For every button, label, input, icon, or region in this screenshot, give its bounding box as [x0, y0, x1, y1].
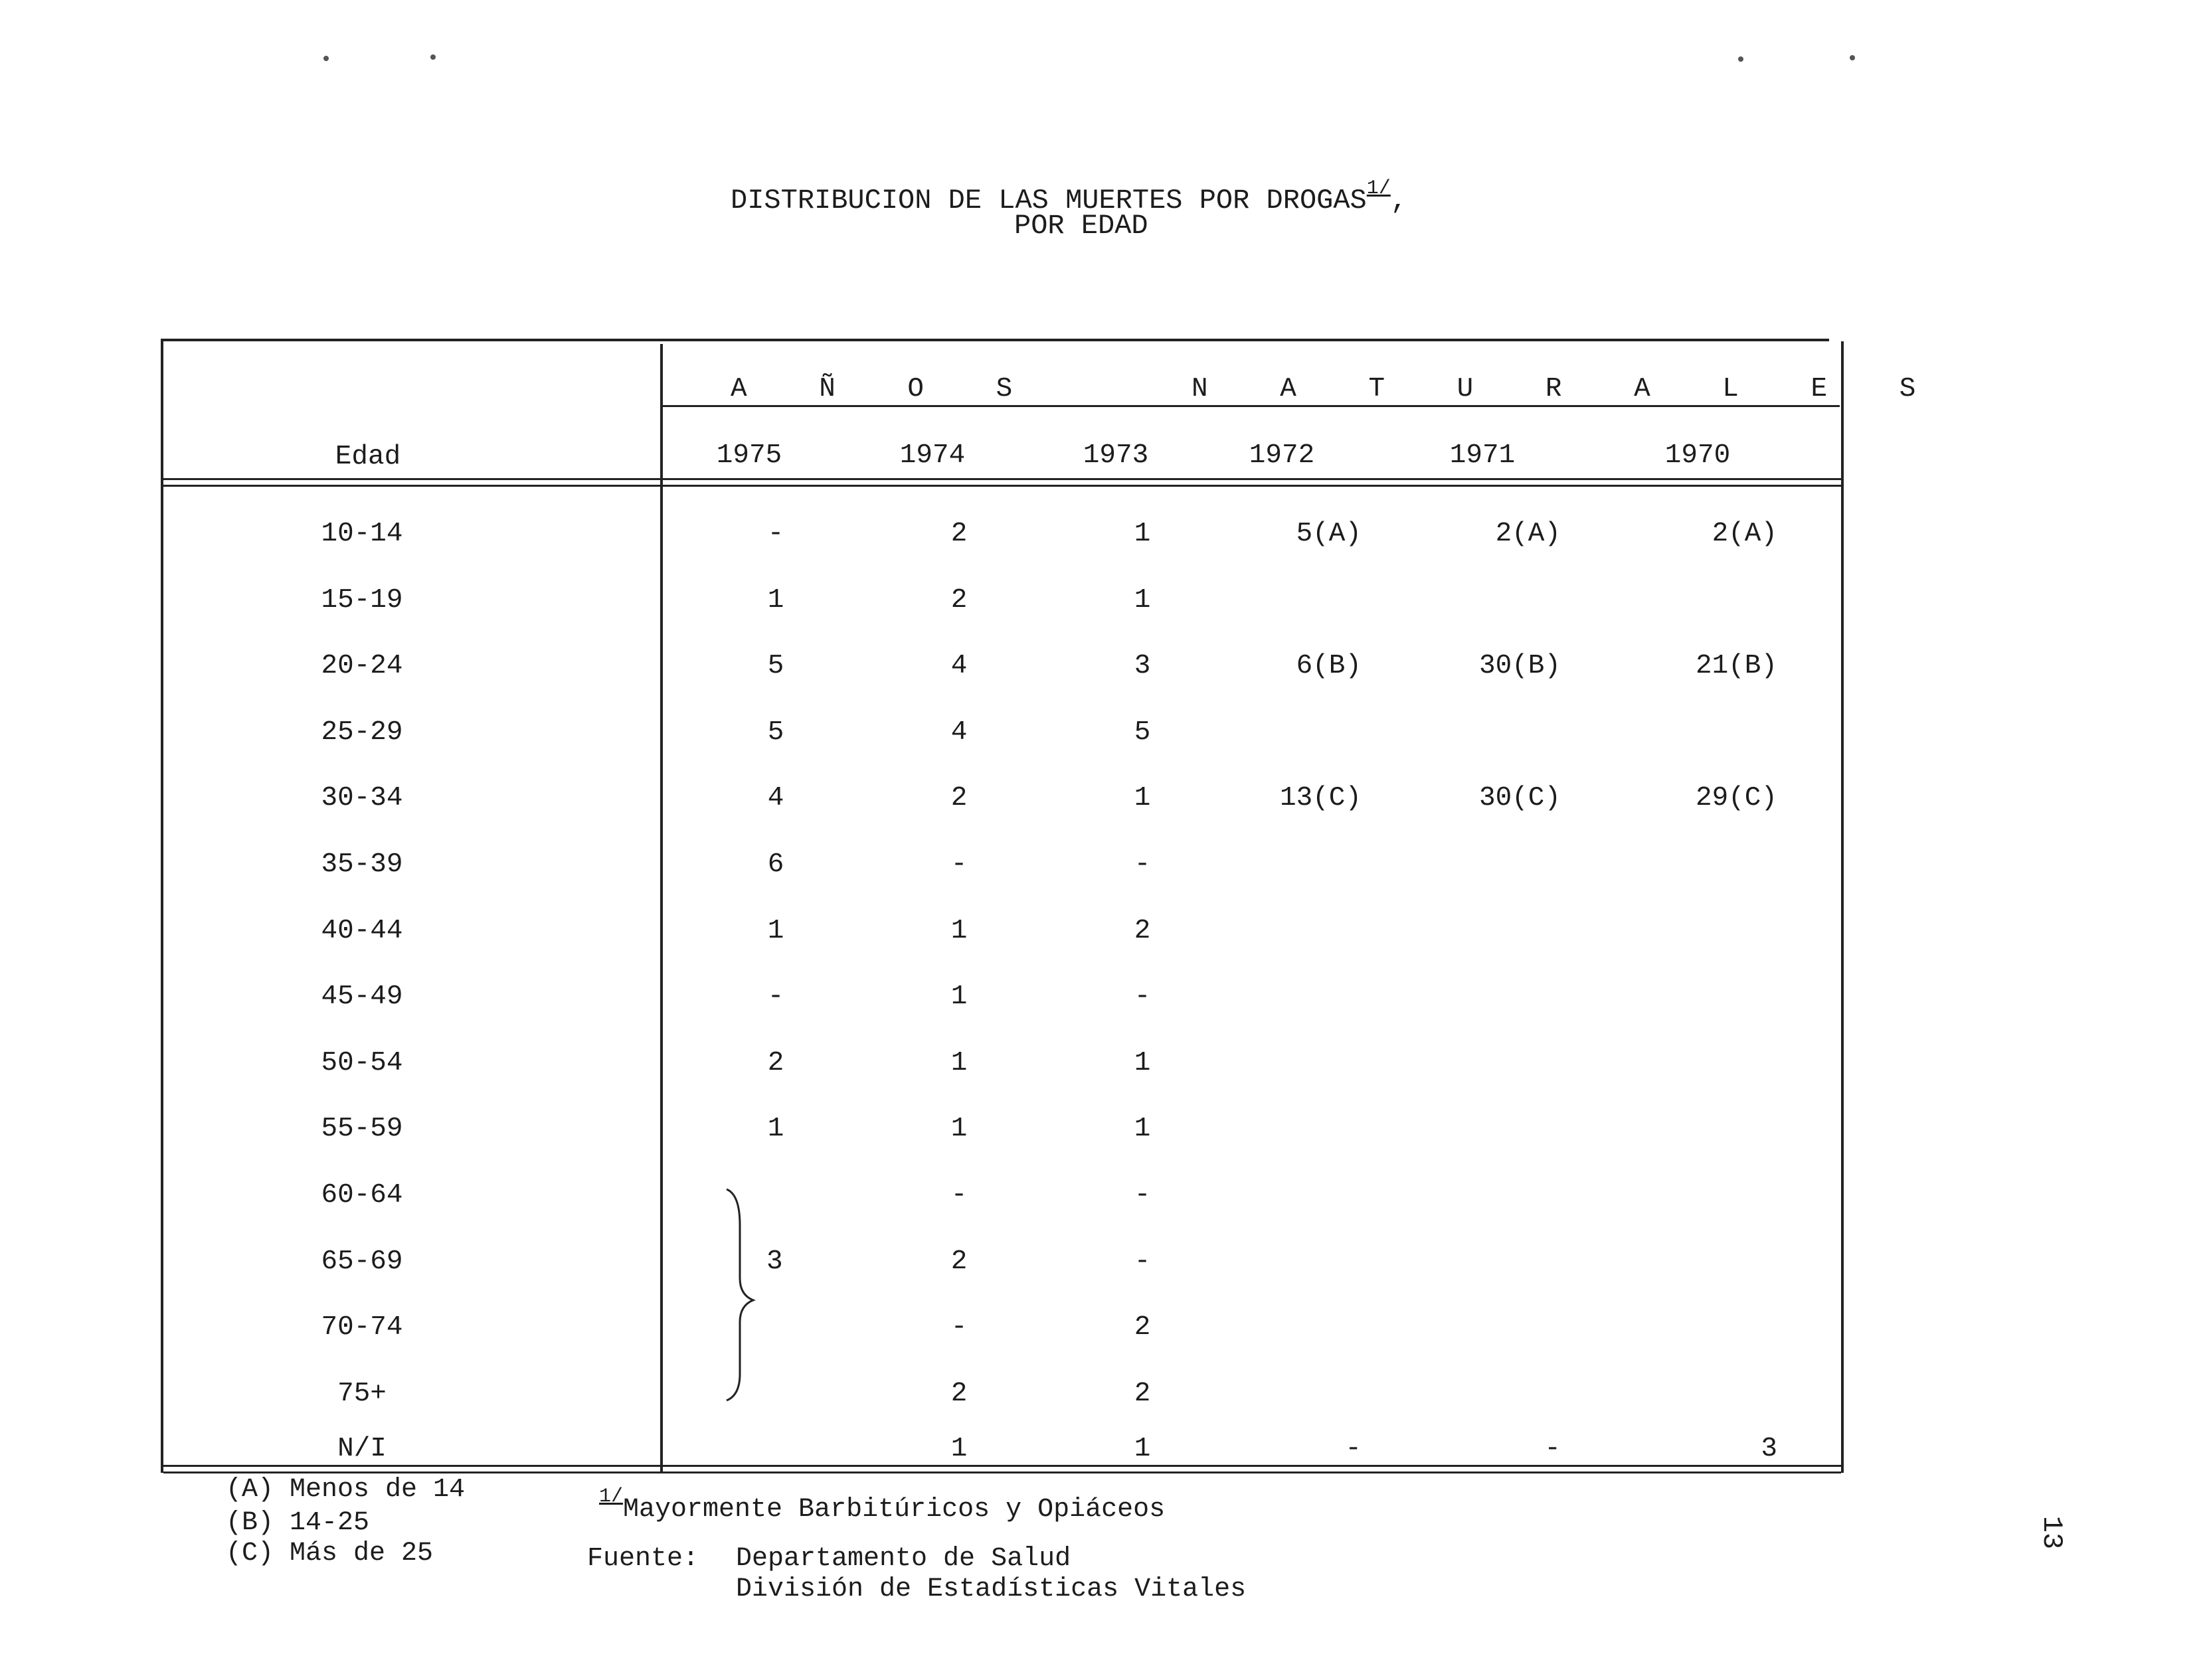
age-cell: 20-24: [321, 651, 403, 681]
source-line1: Departamento de Salud: [736, 1544, 1071, 1574]
value-cell-1970: 3: [1761, 1434, 1777, 1464]
value-cell-1974: 1: [950, 1048, 968, 1078]
value-cell-1973: -: [1134, 1246, 1151, 1277]
value-cell-1971: -: [1544, 1434, 1561, 1464]
age-cell: 45-49: [321, 981, 403, 1012]
value-cell-1974: 4: [950, 717, 968, 748]
value-cell-1972: 13(C): [1279, 783, 1362, 813]
age-cell: 25-29: [321, 717, 403, 748]
age-cell: 50-54: [321, 1048, 403, 1078]
title-line1: DISTRIBUCION DE LAS MUERTES POR DROGAS: [731, 185, 1367, 216]
table-top-border: [162, 339, 1829, 341]
value-cell-1973: 1: [1134, 585, 1151, 616]
value-cell-1974: -: [950, 1312, 968, 1343]
header-double-line-2: [163, 485, 1841, 487]
age-cell: 75+: [337, 1379, 387, 1409]
footnote: [599, 1481, 1165, 1526]
brace-icon: [717, 1185, 757, 1404]
year-header-1971: 1971: [1449, 440, 1516, 471]
value-cell-1970: 21(B): [1695, 651, 1777, 681]
value-cell-1970: 2(A): [1712, 519, 1777, 549]
value-cell-1974: -: [950, 849, 968, 880]
year-header-1973: 1973: [1083, 440, 1149, 471]
value-cell-1973: 2: [1134, 1379, 1151, 1409]
value-cell-1975: 1: [767, 1114, 784, 1144]
value-cell-1973: 5: [1134, 717, 1151, 748]
title-suffix: ,: [1390, 185, 1407, 216]
table-left-border: [161, 339, 163, 1473]
legend-a: (A) Menos de 14: [226, 1475, 466, 1505]
year-header-1975: 1975: [716, 440, 782, 471]
value-cell-1975: 6: [767, 849, 784, 880]
value-cell-1975: 1: [767, 585, 784, 616]
table-divider: [660, 344, 663, 1473]
value-cell-1974: 2: [950, 519, 968, 549]
age-cell: 70-74: [321, 1312, 403, 1343]
value-cell-1974: -: [950, 1180, 968, 1211]
value-cell-1973: 1: [1134, 1114, 1151, 1144]
legend-b: (B) 14-25: [226, 1508, 370, 1538]
age-cell: 10-14: [321, 519, 403, 549]
value-cell-1975: 5: [767, 651, 784, 681]
value-cell-1973: -: [1134, 1180, 1151, 1211]
age-cell: 40-44: [321, 916, 403, 946]
scan-speck: [430, 54, 436, 60]
value-cell-1973: 1: [1134, 519, 1151, 549]
table-right-border: [1841, 341, 1844, 1473]
legend-c: (C) Más de 25: [226, 1539, 434, 1568]
value-cell-1973: 2: [1134, 1312, 1151, 1343]
value-cell-1972: 5(A): [1296, 519, 1362, 549]
value-cell-1974: 1: [950, 1434, 968, 1464]
value-cell-1974: 2: [950, 783, 968, 813]
value-cell-1974: 1: [950, 1114, 968, 1144]
value-cell-1973: 3: [1134, 651, 1151, 681]
bottom-double-line-2: [163, 1471, 1841, 1473]
age-cell: 30-34: [321, 783, 403, 813]
scan-speck: [323, 56, 329, 61]
page-number: 13: [2036, 1515, 2068, 1550]
value-cell-1971: 30(B): [1478, 651, 1561, 681]
value-cell-1973: 1: [1134, 1048, 1151, 1078]
year-header-1970: 1970: [1664, 440, 1731, 471]
value-cell-1975: 4: [767, 783, 784, 813]
scan-speck: [1738, 56, 1743, 62]
row-header-label: Edad: [335, 442, 401, 472]
age-cell: 65-69: [321, 1246, 403, 1277]
age-cell: 15-19: [321, 585, 403, 616]
value-cell-1974: 2: [950, 1379, 968, 1409]
bottom-double-line-1: [163, 1465, 1841, 1467]
value-cell-1974: 1: [950, 981, 968, 1012]
value-cell-1970: 29(C): [1695, 783, 1777, 813]
value-cell-1973: -: [1134, 849, 1151, 880]
value-cell-1973: 1: [1134, 783, 1151, 813]
year-header-1972: 1972: [1249, 440, 1315, 471]
value-cell-1975: 1: [767, 916, 784, 946]
title-footnote-ref: 1/: [1366, 177, 1391, 200]
value-cell-1971: 2(A): [1495, 519, 1561, 549]
value-cell-1974: 4: [950, 651, 968, 681]
group-header-underline: [662, 405, 1840, 407]
header-double-line-1: [163, 478, 1841, 480]
value-cell-1975: 5: [767, 717, 784, 748]
value-cell-1972: -: [1345, 1434, 1362, 1464]
value-cell-1971: 30(C): [1478, 783, 1561, 813]
age-cell: 60-64: [321, 1180, 403, 1211]
footnote-ref: 1/: [599, 1485, 624, 1508]
value-cell-1975: 2: [767, 1048, 784, 1078]
age-cell: 55-59: [321, 1114, 403, 1144]
value-cell-1973: -: [1134, 981, 1151, 1012]
footnote-text: Mayormente Barbitúricos y Opiáceos: [623, 1495, 1166, 1525]
value-cell-1975: -: [767, 981, 784, 1012]
value-cell-1974: 1: [950, 916, 968, 946]
value-cell-1974: 2: [950, 1246, 968, 1277]
source-line2: División de Estadísticas Vitales: [736, 1574, 1247, 1604]
source-label: Fuente:: [587, 1544, 699, 1574]
value-cell-1975: -: [767, 519, 784, 549]
value-cell-1974: 2: [950, 585, 968, 616]
group-header-label: A Ñ O S N A T U R A L E S: [731, 374, 1935, 404]
scan-speck: [1850, 55, 1855, 60]
value-cell-1972: 6(B): [1296, 651, 1362, 681]
year-header-1974: 1974: [899, 440, 966, 471]
age-cell: N/I: [337, 1434, 387, 1464]
value-cell-1973: 1: [1134, 1434, 1151, 1464]
age-cell: 35-39: [321, 849, 403, 880]
value-cell-1973: 2: [1134, 916, 1151, 946]
page-subtitle: POR EDAD: [1014, 210, 1148, 242]
grouped-1975-value: 3: [766, 1246, 783, 1277]
